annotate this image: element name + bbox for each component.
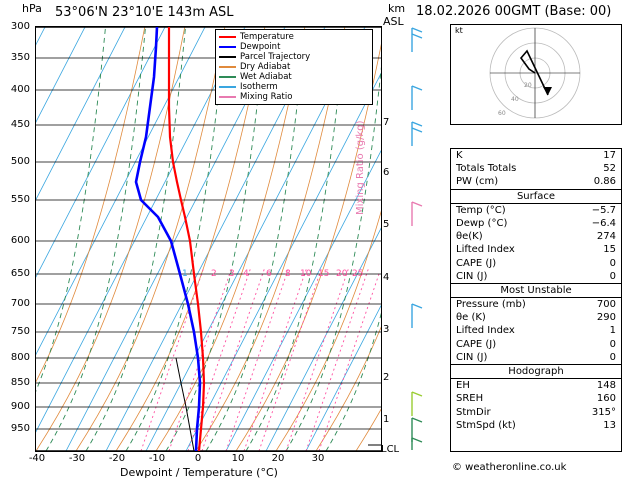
legend-label-wet-adiabat: Wet Adiabat — [240, 71, 292, 82]
row-value: 15 — [603, 244, 616, 256]
row-key: θe(K) — [456, 231, 483, 243]
xtick-m20: -20 — [108, 453, 126, 464]
legend-label-parcel: Parcel Trajectory — [240, 51, 311, 62]
table-row — [451, 217, 621, 230]
ytick-550: 550 — [10, 194, 30, 205]
xtick-10: 10 — [231, 453, 245, 464]
section-header-hodograph: Hodograph — [451, 364, 621, 379]
chart-legend — [215, 29, 373, 105]
table-row — [451, 243, 621, 256]
mixing-ratio-value-8: 8 — [285, 269, 291, 279]
xtick-20: 20 — [271, 453, 285, 464]
legend-swatch-isotherm — [219, 86, 236, 88]
mixing-ratio-value-20: 20 — [336, 269, 348, 279]
hodograph-panel — [450, 24, 622, 125]
row-key: SREH — [456, 393, 484, 405]
svg-text:60: 60 — [498, 110, 506, 117]
xtick-m40: -40 — [28, 453, 46, 464]
station-title: 53°06'N 23°10'E 143m ASL — [55, 5, 234, 20]
asl-label: ASL — [383, 15, 404, 28]
row-value: 0 — [609, 257, 616, 269]
legend-item-mixing-ratio — [219, 92, 369, 102]
kmtick-7: 7 — [383, 117, 390, 128]
hodograph-unit-label: kt — [455, 26, 463, 35]
legend-item-dry-adiabat — [219, 62, 369, 72]
datetime-title: 18.02.2026 00GMT (Base: 00) — [416, 4, 612, 19]
row-value: 0.86 — [593, 176, 616, 188]
legend-label-temperature: Temperature — [240, 31, 294, 42]
row-key: Pressure (mb) — [456, 299, 526, 311]
ytick-650: 650 — [10, 268, 30, 279]
legend-label-dry-adiabat: Dry Adiabat — [240, 61, 291, 72]
row-key: CIN (J) — [456, 270, 488, 282]
row-key: θe (K) — [456, 312, 486, 324]
legend-item-parcel — [219, 52, 369, 62]
table-row — [451, 379, 621, 392]
ytick-450: 450 — [10, 119, 30, 130]
legend-swatch-dewpoint — [219, 46, 236, 48]
kmtick-2: 2 — [383, 372, 390, 383]
ytick-700: 700 — [10, 298, 30, 309]
legend-swatch-wet-adiabat — [219, 76, 236, 78]
row-value: 290 — [596, 312, 616, 324]
row-value: −5.7 — [591, 204, 616, 216]
xtick-30: 30 — [311, 453, 325, 464]
ytick-800: 800 — [10, 352, 30, 363]
row-key: Totals Totals — [456, 163, 517, 175]
row-value: 52 — [603, 163, 616, 175]
ytick-400: 400 — [10, 84, 30, 95]
row-value: 0 — [609, 270, 616, 282]
row-key: EH — [456, 380, 470, 392]
sounding-indices-table — [450, 148, 622, 452]
mixing-ratio-value-3: 3 — [229, 269, 235, 279]
wind-barb-column — [398, 26, 448, 450]
ytick-850: 850 — [10, 377, 30, 388]
table-row — [451, 311, 621, 324]
legend-swatch-mixing-ratio — [219, 96, 236, 98]
ytick-500: 500 — [10, 156, 30, 167]
x-axis-title: Dewpoint / Temperature (°C) — [120, 466, 278, 479]
row-value: 17 — [603, 150, 616, 161]
height-unit-label: km — [388, 2, 406, 15]
row-key: CIN (J) — [456, 351, 488, 363]
mixing-ratio-axis-label: Mixing Ratio (g/kg) — [355, 120, 366, 215]
row-value: 160 — [596, 393, 616, 405]
kmtick-4: 4 — [383, 272, 390, 283]
row-key: StmSpd (kt) — [456, 419, 516, 431]
xtick-m10: -10 — [148, 453, 166, 464]
row-key: Lifted Index — [456, 244, 515, 256]
ytick-950: 950 — [10, 423, 30, 434]
mixing-ratio-value-4: 4 — [243, 269, 249, 279]
svg-text:40: 40 — [511, 96, 519, 103]
ytick-900: 900 — [10, 401, 30, 412]
table-row — [451, 298, 621, 311]
ytick-750: 750 — [10, 326, 30, 337]
ytick-300: 300 — [10, 21, 30, 32]
legend-label-isotherm: Isotherm — [240, 81, 278, 92]
mixing-ratio-value-25: 25 — [352, 269, 364, 279]
table-row — [451, 270, 621, 283]
table-row — [451, 230, 621, 243]
xtick-m30: -30 — [68, 453, 86, 464]
mixing-ratio-value-2: 2 — [211, 269, 217, 279]
section-header-surface: Surface — [451, 189, 621, 204]
table-row — [451, 324, 621, 337]
legend-label-mixing-ratio: Mixing Ratio — [240, 91, 293, 102]
row-value: 13 — [603, 419, 616, 431]
row-key: K — [456, 150, 463, 161]
table-row — [451, 257, 621, 270]
copyright-footer — [452, 462, 566, 473]
legend-swatch-temperature — [219, 36, 236, 38]
table-row — [451, 406, 621, 419]
row-key: CAPE (J) — [456, 338, 497, 350]
table-row — [451, 149, 621, 162]
kmtick-5: 5 — [383, 219, 390, 230]
table-row — [451, 392, 621, 405]
lcl-label: LCL — [381, 444, 400, 455]
kmtick-3: 3 — [383, 324, 390, 335]
table-row — [451, 204, 621, 217]
pressure-unit-label: hPa — [22, 2, 42, 15]
row-key: Lifted Index — [456, 325, 515, 337]
kmtick-1: 1 — [383, 414, 390, 425]
legend-swatch-parcel — [219, 56, 236, 58]
row-value: 315° — [591, 406, 616, 418]
kmtick-6: 6 — [383, 167, 390, 178]
table-row — [451, 419, 621, 432]
legend-label-dewpoint: Dewpoint — [240, 41, 281, 52]
mixing-ratio-value-15: 15 — [318, 269, 330, 279]
table-row — [451, 338, 621, 351]
table-row — [451, 351, 621, 364]
legend-item-wet-adiabat — [219, 72, 369, 82]
row-value: 274 — [596, 231, 616, 243]
ytick-600: 600 — [10, 235, 30, 246]
row-key: StmDir — [456, 406, 491, 418]
row-key: Temp (°C) — [456, 204, 506, 216]
row-value: −6.4 — [591, 217, 616, 229]
row-value: 0 — [609, 351, 616, 363]
row-value: 148 — [596, 380, 616, 392]
row-value: 1 — [609, 325, 616, 337]
copyright-text: © weatheronline.co.uk — [452, 462, 567, 473]
legend-item-isotherm — [219, 82, 369, 92]
legend-item-temperature — [219, 32, 369, 42]
mixing-ratio-value-6: 6 — [266, 269, 272, 279]
row-value: 700 — [596, 299, 616, 311]
mixing-ratio-value-10: 10 — [300, 269, 312, 279]
xtick-0: 0 — [194, 453, 202, 464]
mixing-ratio-value-1: 1 — [182, 269, 188, 279]
row-value: 0 — [609, 338, 616, 350]
legend-swatch-dry-adiabat — [219, 66, 236, 68]
legend-item-dewpoint — [219, 42, 369, 52]
svg-text:20: 20 — [524, 82, 532, 89]
section-header-most-unstable: Most Unstable — [451, 283, 621, 298]
row-key: CAPE (J) — [456, 257, 497, 269]
table-row — [451, 175, 621, 188]
row-key: PW (cm) — [456, 176, 499, 188]
table-row — [451, 162, 621, 175]
row-key: Dewp (°C) — [456, 217, 508, 229]
ytick-350: 350 — [10, 52, 30, 63]
